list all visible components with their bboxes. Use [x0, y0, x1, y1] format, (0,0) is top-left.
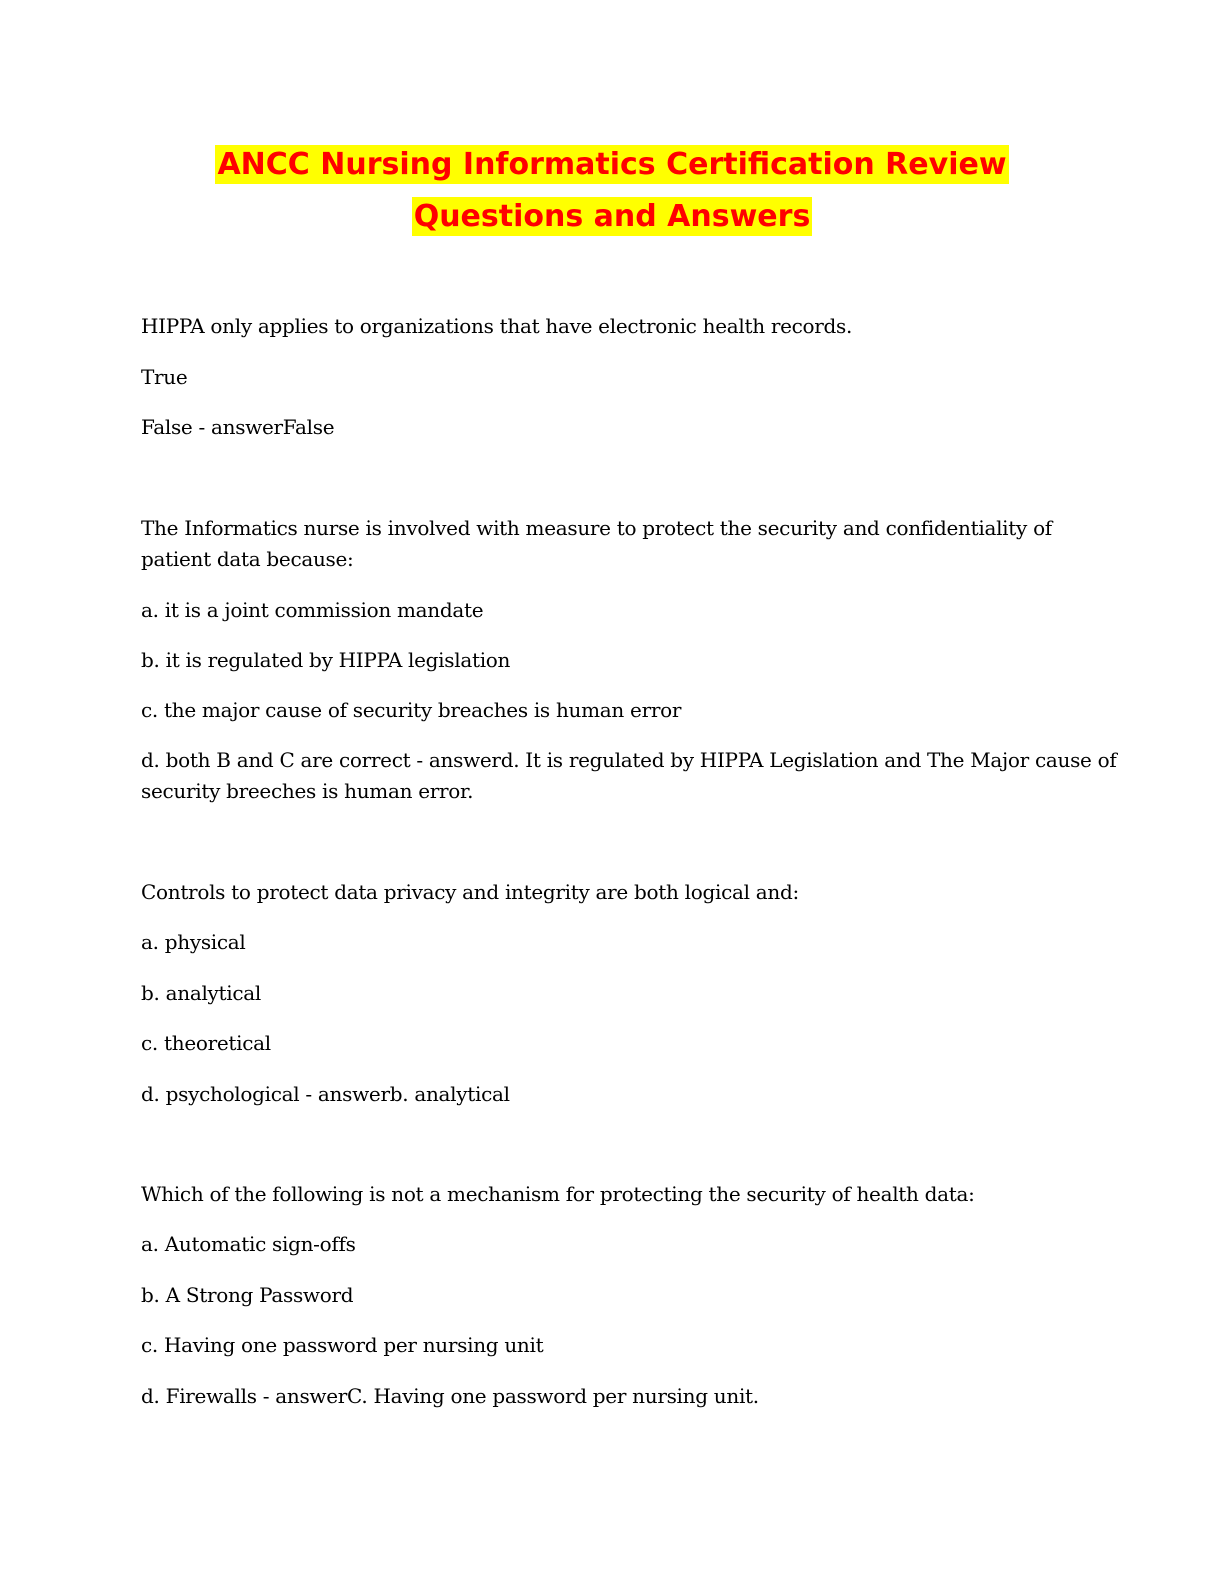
question-4-option-b: b. A Strong Password [141, 1283, 354, 1307]
question-3-option-c: c. theoretical [141, 1031, 271, 1055]
question-4-option-d: d. Firewalls - answerC. Having one password per nursing unit. [141, 1384, 759, 1408]
question-3-option-a: a. physical [141, 930, 246, 954]
question-2-text-line-1: The Informatics nurse is involved with measure to protect the security and confidentiality of [141, 516, 1052, 540]
question-2-option-b: b. it is regulated by HIPPA legislation [141, 648, 511, 672]
document-title [0, 139, 1224, 243]
title-line-1: ANCC Nursing Informatics Certification Review [217, 147, 1007, 182]
question-2-option-a: a. it is a joint commission mandate [141, 598, 484, 622]
question-2-option-d-line-2: security breeches is human error. [141, 779, 474, 803]
question-3-option-d: d. psychological - answerb. analytical [141, 1082, 510, 1106]
question-3-option-b: b. analytical [141, 981, 261, 1005]
question-2-text-line-2: patient data because: [141, 547, 354, 571]
question-4-option-c: c. Having one password per nursing unit [141, 1333, 544, 1357]
question-3-text: Controls to protect data privacy and integrity are both logical and: [141, 880, 799, 904]
question-2-option-d-line-1: d. both B and C are correct - answerd. It is regulated by HIPPA Legislation and The Major cause of [141, 748, 1117, 772]
question-2-option-c: c. the major cause of security breaches is human error [141, 698, 682, 722]
question-1-option-true: True [141, 365, 188, 389]
question-4-option-a: a. Automatic sign-offs [141, 1232, 356, 1256]
question-1-text: HIPPA only applies to organizations that have electronic health records. [141, 314, 853, 338]
question-4-text: Which of the following is not a mechanism for protecting the security of health data: [141, 1182, 975, 1206]
question-1-option-false: False - answerFalse [141, 415, 335, 439]
title-line-2: Questions and Answers [413, 199, 811, 234]
